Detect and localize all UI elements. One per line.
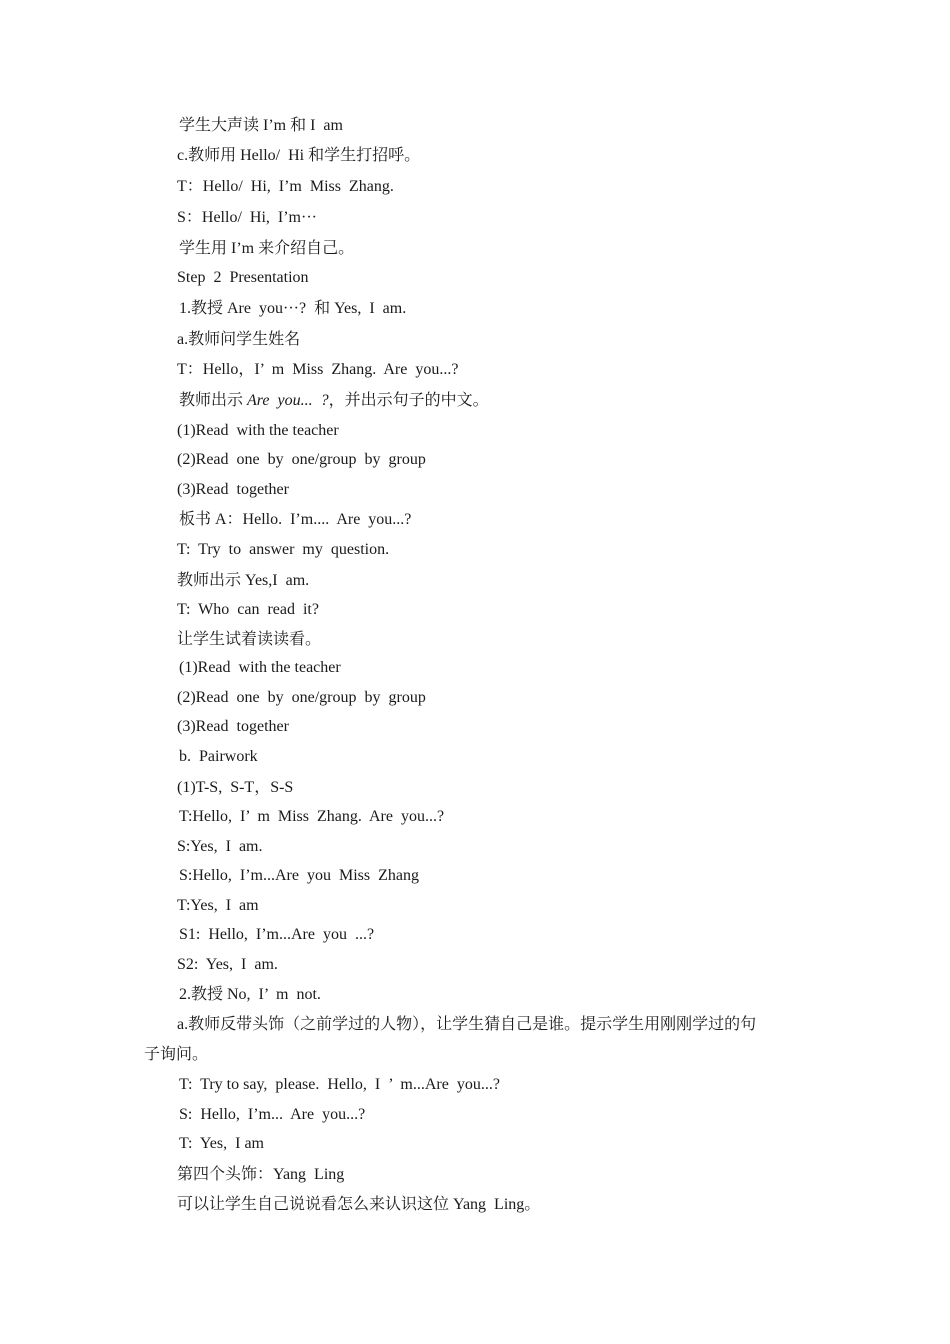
text-line: 可以让学生自己说说看怎么来认识这位 Yang Ling。 [177,1196,541,1213]
text-line: (3)Read together [177,481,289,498]
text-line: S：Hello/ Hi, I’m··· [177,209,317,226]
text-line: (3)Read together [177,718,289,735]
text-line: T:Hello, I’ m Miss Zhang. Are you...? [179,808,445,825]
text-line: b. Pairwork [179,748,258,765]
text-line: S: Hello, I’m... Are you...? [179,1106,366,1123]
text-line: 子询问。 [144,1046,209,1063]
text-line: 板书 A：Hello. I’m.... Are you...? [179,511,412,528]
text-line: 教师出示 Yes,I am. [177,572,310,589]
text-line: 1.教授 Are you···? 和 Yes, I am. [179,300,407,317]
text-line: T：Hello/ Hi, I’m Miss Zhang. [177,178,394,195]
text-line: (2)Read one by one/group by group [177,689,426,706]
text-line: S:Hello, I’m...Are you Miss Zhang [179,867,419,884]
text-line: (2)Read one by one/group by group [177,451,426,468]
text-line: T: Try to say, please. Hello, I ’ m...Are you...? [179,1076,500,1093]
text-line: S:Yes, I am. [177,838,263,855]
text-line: a.教师反带头饰（之前学过的人物），让学生猜自己是谁。提示学生用刚刚学过的句 [177,1016,757,1033]
text-line: 学生用 I’m 来介绍自己。 [179,240,355,257]
text-line: 第四个头饰：Yang Ling [177,1166,345,1183]
text-line: c.教师用 Hello/ Hi 和学生打招呼。 [177,147,421,164]
text-line: T:Yes, I am [177,897,259,914]
text-line: T：Hello，I’ m Miss Zhang. Are you...? [177,361,459,378]
text-line: 让学生试着读读看。 [177,631,322,648]
text-line: (1)Read with the teacher [177,422,339,439]
text-line: T: Yes, I am [179,1135,264,1152]
text-line: Step 2 Presentation [177,269,309,286]
text-line: 学生大声读 I’m 和 I am [179,117,343,134]
text-line: (1)Read with the teacher [179,659,341,676]
text-line: S2: Yes, I am. [177,956,278,973]
text-line: 教师出示 Are you... ?，并出示句子的中文。 [179,392,489,409]
text-line: T: Try to answer my question. [177,541,390,558]
text-line: a.教师问学生姓名 [177,331,301,348]
text-line: S1: Hello, I’m...Are you ...? [179,926,375,943]
text-line: T: Who can read it? [177,601,319,618]
text-line: 2.教授 No, I’ m not. [179,986,321,1003]
text-line: (1)T-S, S-T，S-S [177,779,294,796]
